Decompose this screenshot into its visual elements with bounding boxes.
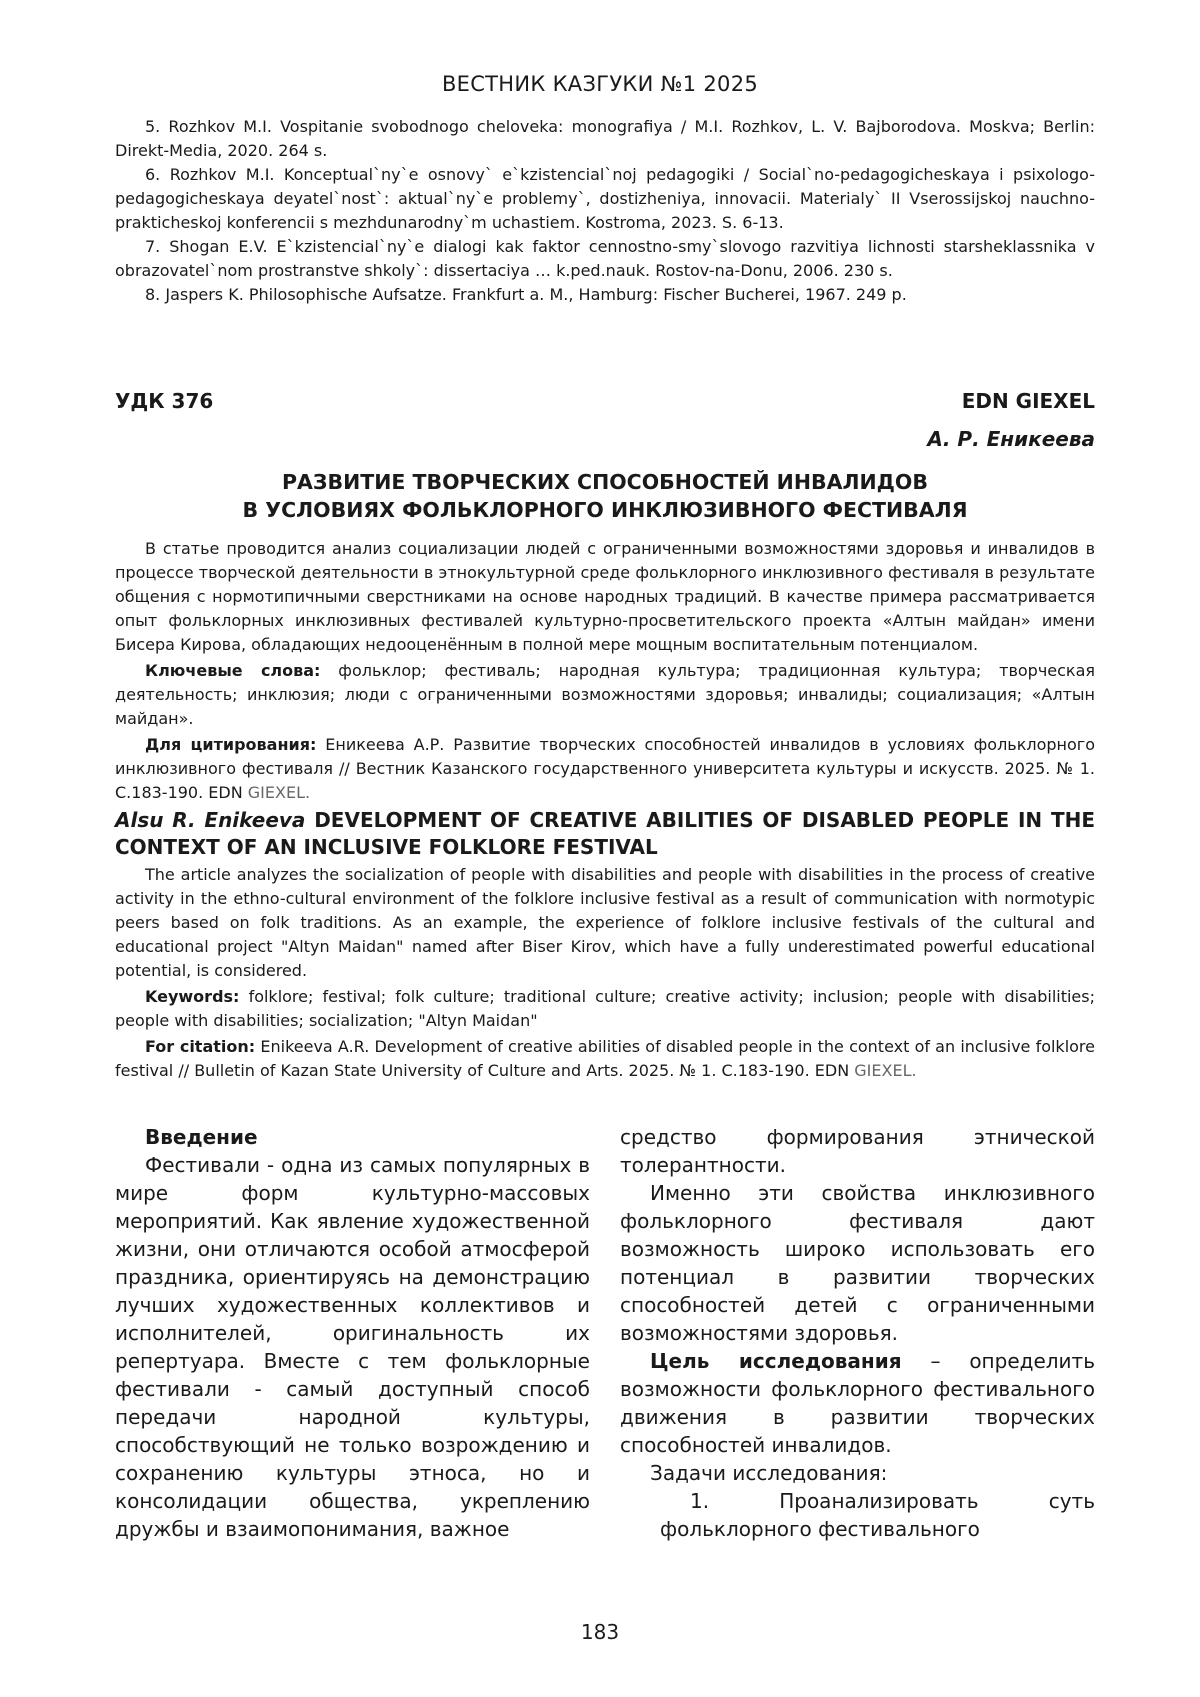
goal-label: Цель исследования (650, 1349, 902, 1373)
title-line: В УСЛОВИЯХ ФОЛЬКЛОРНОГО ИНКЛЮЗИВНОГО ФЕСТИВАЛЯ (242, 498, 968, 522)
article-title-ru (115, 468, 1095, 524)
keywords-ru (115, 659, 1095, 731)
abstract-ru: В статье проводится анализ социализации людей с ограниченными возможностями здоровья и инвалидов в процессе творческой деятельности в этнокультурной среде фольклорного инклюзивного фестиваля в результате общения с нормотипичными сверстниками на основе народных традиций. В качестве примера рассматривается опыт фольклорных инклюзивных фестивалей культурно-просветительского проекта «Алтын майдан» имени Бисера Кирова, обладающих недооценённым в полной мере мощным воспитательным потенциалом. (115, 539, 1095, 654)
abstract-block (115, 537, 1095, 1085)
article-author: А. Р. Еникеева (927, 427, 1095, 451)
keywords-ru-text: фольклор; фестиваль; народная культура; традиционная культура; творческая деятельность; инклюзия; люди с ограниченными возможностями здоровья; инвалиды; социализация; «Алтын майдан». (115, 661, 1096, 728)
intro-paragraph: Фестивали - одна из самых популярных в мире форм культурно-массовых мероприятий. Как явление художественной жизни, они отличаются особой атмосферой праздника, ориентируясь на демонстрацию лучших художественных коллективов и исполнителей, оригинальность их репертуара. Вместе с тем фольклорные фестивали - самый доступный способ передачи народной культуры, способствующий не только возрождению и сохранению культуры этноса, но и консолидации общества, укреплению дружбы и взаимопонимания, важное (115, 1153, 590, 1541)
keywords-en-text: folklore; festival; folk culture; traditional culture; creative activity; inclusion; people with disabilities; people with disabilities; socialization; "Altyn Maidan" (115, 987, 1095, 1030)
body-column-right (620, 1123, 1095, 1543)
citation-ru-label: Для цитирования: (145, 735, 317, 754)
journal-header: ВЕСТНИК КАЗГУКИ №1 2025 (441, 72, 759, 96)
citation-en-edn: GIEXEL. (854, 1061, 917, 1080)
citation-ru (115, 733, 1095, 805)
keywords-ru-label: Ключевые слова: (145, 661, 321, 680)
tasks-heading: Задачи исследования: (650, 1461, 888, 1485)
citation-ru-text: Еникеева А.Р. Развитие творческих способностей инвалидов в условиях фольклорного инклюзивного фестиваля // Вестник Казанского государственного университета культуры и искусств. 2025. № 1. С.183-190. EDN (115, 735, 1096, 802)
citation-en-label: For citation: (145, 1037, 256, 1056)
properties-paragraph: Именно эти свойства инклюзивного фольклорного фестиваля дают возможность широко использовать его потенциал в развитии творческих способностей детей с ограниченными возможностями здоровья. (620, 1181, 1095, 1345)
article-title-en (115, 807, 1095, 861)
citation-en-text: Enikeeva A.R. Development of creative abilities of disabled people in the context of an inclusive folklore festival // Bulletin of Kazan State University of Culture and Arts. 2025. № 1. С.183-190. EDN (115, 1037, 1096, 1080)
citation-en (115, 1035, 1095, 1083)
keywords-en-label: Keywords: (145, 987, 240, 1006)
reference-item: 6. Rozhkov M.I. Konceptual`ny`e osnovy` e`kzistencial`noj pedagogiki / Social`no-pedagogicheskaya i psixologo-pedagogicheskaya deyatel`nost`: aktual`ny`e problemy`, dostizheniya, innovacii. Materialy` II Vserossijskoj nauchno-prakticheskoj konferencii s mezhdunarodny`m uchastiem. Kostroma, 2023. S. 6-13. (115, 165, 1095, 232)
reference-item: 7. Shogan E.V. E`kzistencial`ny`e dialogi kak faktor cennostno-smy`slovogo razvitiya lichnosti starsheklassnika v obrazovatel`nom prostranstve shkoly`: dissertaciya … k.ped.nauk. Rostov-na-Donu, 2006. 230 s. (115, 237, 1095, 280)
citation-ru-edn: GIEXEL. (247, 783, 311, 802)
section-heading-intro: Введение (145, 1125, 258, 1149)
abstract-en: The article analyzes the socialization of people with disabilities and people with disabilities in the process of creative activity in the ethno-cultural environment of the folklore inclusive festival as a result of communication with normotypic peers based on folk traditions. As an example, the experience of folklore inclusive festivals of the cultural and educational project "Altyn Maidan" named after Biser Kirov, which have a fully underestimated powerful educational potential, is considered. (115, 865, 1095, 980)
author-en: Alsu R. Enikeeva (115, 808, 306, 832)
reference-list (115, 115, 1095, 307)
continued-paragraph: средство формирования этнической толерантности. (620, 1125, 1095, 1177)
goal-paragraph (620, 1347, 1095, 1459)
body-column-left (115, 1123, 590, 1543)
udk-code: УДК 376 (115, 389, 214, 413)
page-number: 183 (580, 1620, 620, 1644)
title-line: РАЗВИТИЕ ТВОРЧЕСКИХ СПОСОБНОСТЕЙ ИНВАЛИДОВ (282, 470, 928, 494)
reference-item: 8. Jaspers K. Philosophische Aufsatze. Frankfurt a. M., Hamburg: Fischer Bucherei, 1967. 249 p. (145, 285, 907, 304)
reference-item: 5. Rozhkov M.I. Vospitanie svobodnogo cheloveka: monografiya / M.I. Rozhkov, L. V. Bajborodova. Moskva; Berlin: Direkt-Media, 2020. 264 s. (115, 117, 1095, 160)
goal-text: – определить возможности фольклорного фестивального движения в развитии творческих способностей инвалидов. (620, 1349, 1095, 1457)
keywords-en (115, 985, 1095, 1033)
task-item: 1. Проанализировать суть фольклорного фестивального (660, 1489, 1095, 1541)
title-en: DEVELOPMENT OF CREATIVE ABILITIES OF DISABLED PEOPLE IN THE CONTEXT OF AN INCLUSIVE FOLKLORE FESTIVAL (115, 808, 1095, 859)
edn-code: EDN GIEXEL (961, 389, 1095, 413)
